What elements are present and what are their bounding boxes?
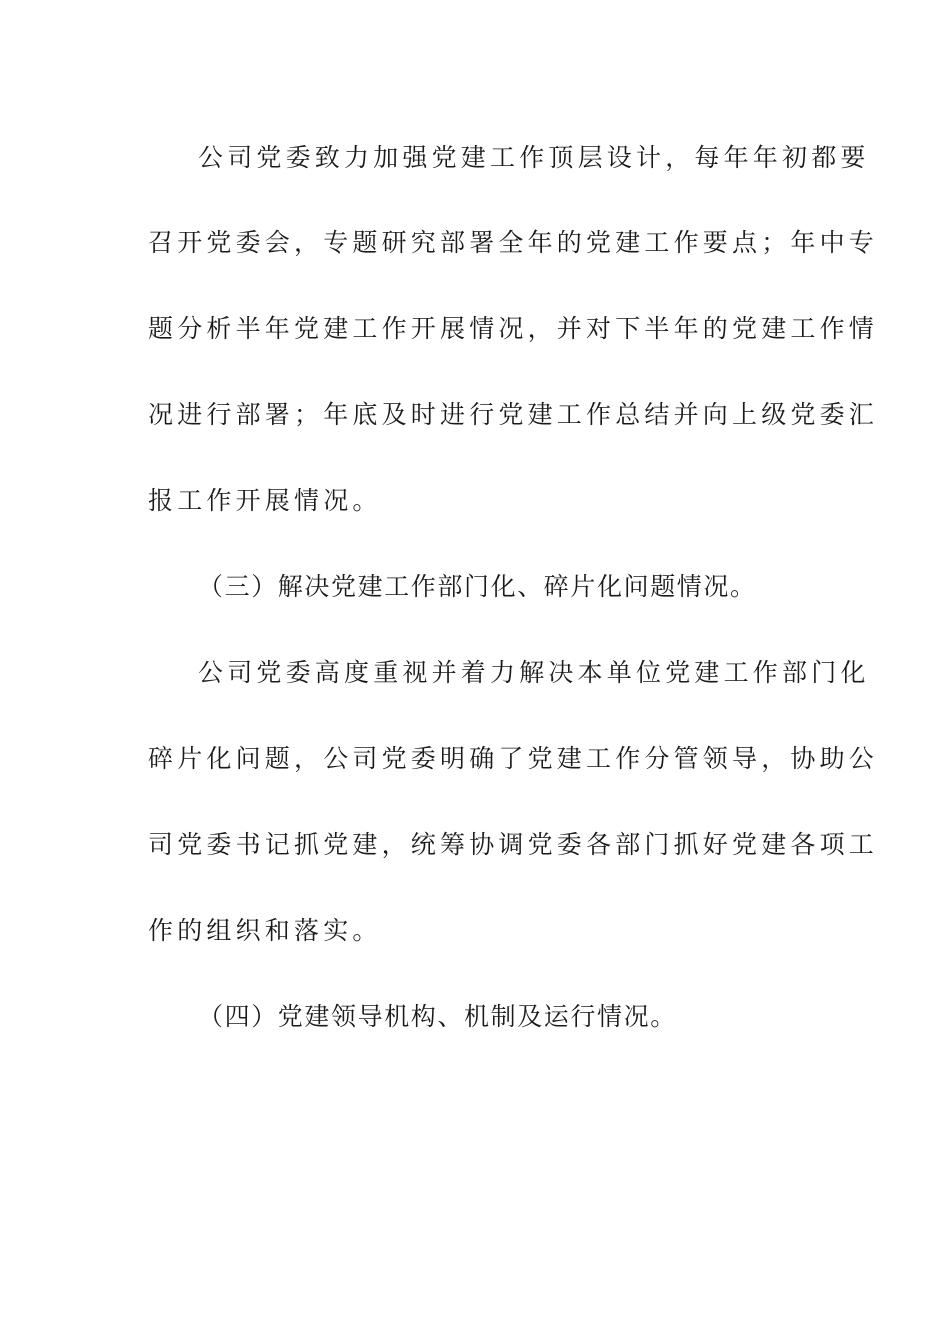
paragraph-2-line-2: 碎片化问题，公司党委明确了党建工作分管领导，协助公 xyxy=(148,744,879,773)
paragraph-1-line-1: 公司党委致力加强党建工作顶层设计，每年年初都要 xyxy=(198,143,870,172)
paragraph-2-line-3: 司党委书记抓党建，统筹协调党委各部门抓好党建各项工 xyxy=(148,830,879,859)
section-heading-3: （三）解决党建工作部门化、碎片化问题情况。 xyxy=(198,572,757,601)
paragraph-1-line-5: 报工作开展情况。 xyxy=(148,486,382,515)
paragraph-1-line-2: 召开党委会，专题研究部署全年的党建工作要点；年中专 xyxy=(148,228,879,257)
section-heading-4: （四）党建领导机构、机制及运行情况。 xyxy=(198,1002,677,1031)
paragraph-1-line-4: 况进行部署；年底及时进行党建工作总结并向上级党委汇 xyxy=(148,400,879,429)
paragraph-2-line-4: 作的组织和落实。 xyxy=(148,916,382,945)
paragraph-2-line-1: 公司党委高度重视并着力解决本单位党建工作部门化 xyxy=(198,658,870,687)
paragraph-1-line-3: 题分析半年党建工作开展情况，并对下半年的党建工作情 xyxy=(148,314,879,343)
